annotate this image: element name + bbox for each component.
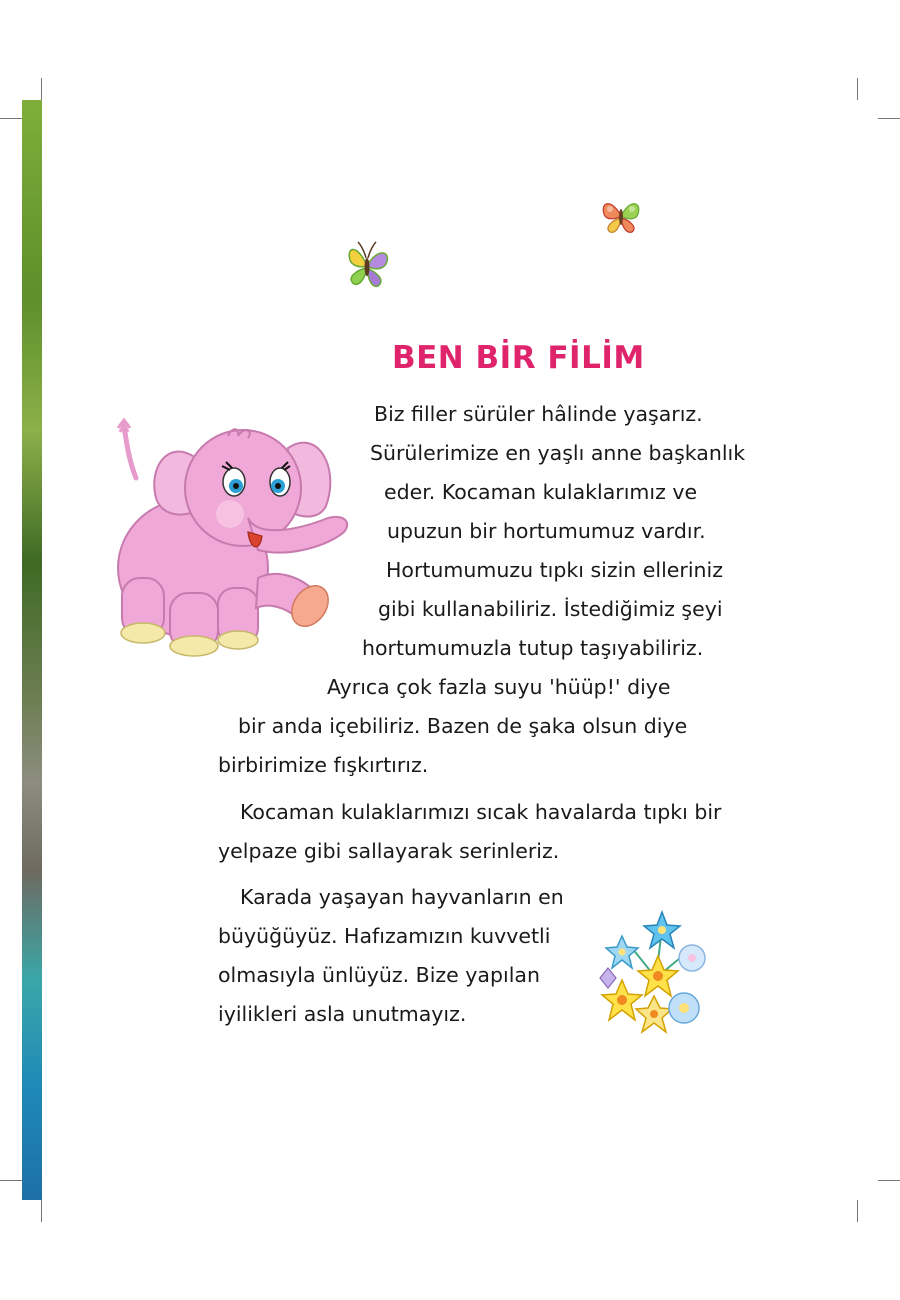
paragraph-line: Biz filler sürüler hâlinde yaşarız. [374,402,703,426]
adjacent-page-edge [22,100,42,1200]
pink-elephant-illustration [108,418,358,663]
paragraph-line: eder. Kocaman kulaklarımız ve [384,480,698,504]
crop-mark [41,1200,42,1222]
paragraph-line: büyüğüyüz. Hafızamızın kuvvetli [218,924,551,948]
crop-mark [0,118,22,119]
crop-mark [878,118,900,119]
paragraph-line: Kocaman kulaklarımızı sıcak havalarda tıpkı bir [240,800,722,824]
paragraph-line: olmasıyla ünlüyüz. Bize yapılan [218,963,540,987]
paragraph-line: Karada yaşayan hayvanların en [240,885,564,909]
crop-mark [878,1180,900,1181]
crop-mark [857,1200,858,1222]
flower-bouquet-illustration [592,908,720,1040]
paragraph-line: bir anda içebiliriz. Bazen de şaka olsun diye [238,714,688,738]
paragraph-line: birbirimize fışkırtırız. [218,753,429,777]
crop-mark [0,1180,22,1181]
crop-mark [41,78,42,100]
paragraph-line: Ayrıca çok fazla suyu 'hüüp!' diye [327,675,671,699]
paragraph-line: upuzun bir hortumumuz vardır. [387,519,706,543]
paragraph-line: yelpaze gibi sallayarak serinleriz. [218,839,560,863]
butterfly-illustration [338,236,396,292]
page-title: BEN BİR FİLİM [392,340,645,376]
paragraph-line: gibi kullanabiliriz. İstediğimiz şeyi [378,597,723,621]
paragraph-line: iyilikleri asla unutmayız. [218,1002,467,1026]
paragraph-line: Hortumumuzu tıpkı sizin elleriniz [386,558,723,582]
paragraph-line: Sürülerimize en yaşlı anne başkanlık [370,441,746,465]
paragraph-line: hortumumuzla tutup taşıyabiliriz. [362,636,704,660]
butterfly-illustration [598,194,644,238]
crop-mark [857,78,858,100]
